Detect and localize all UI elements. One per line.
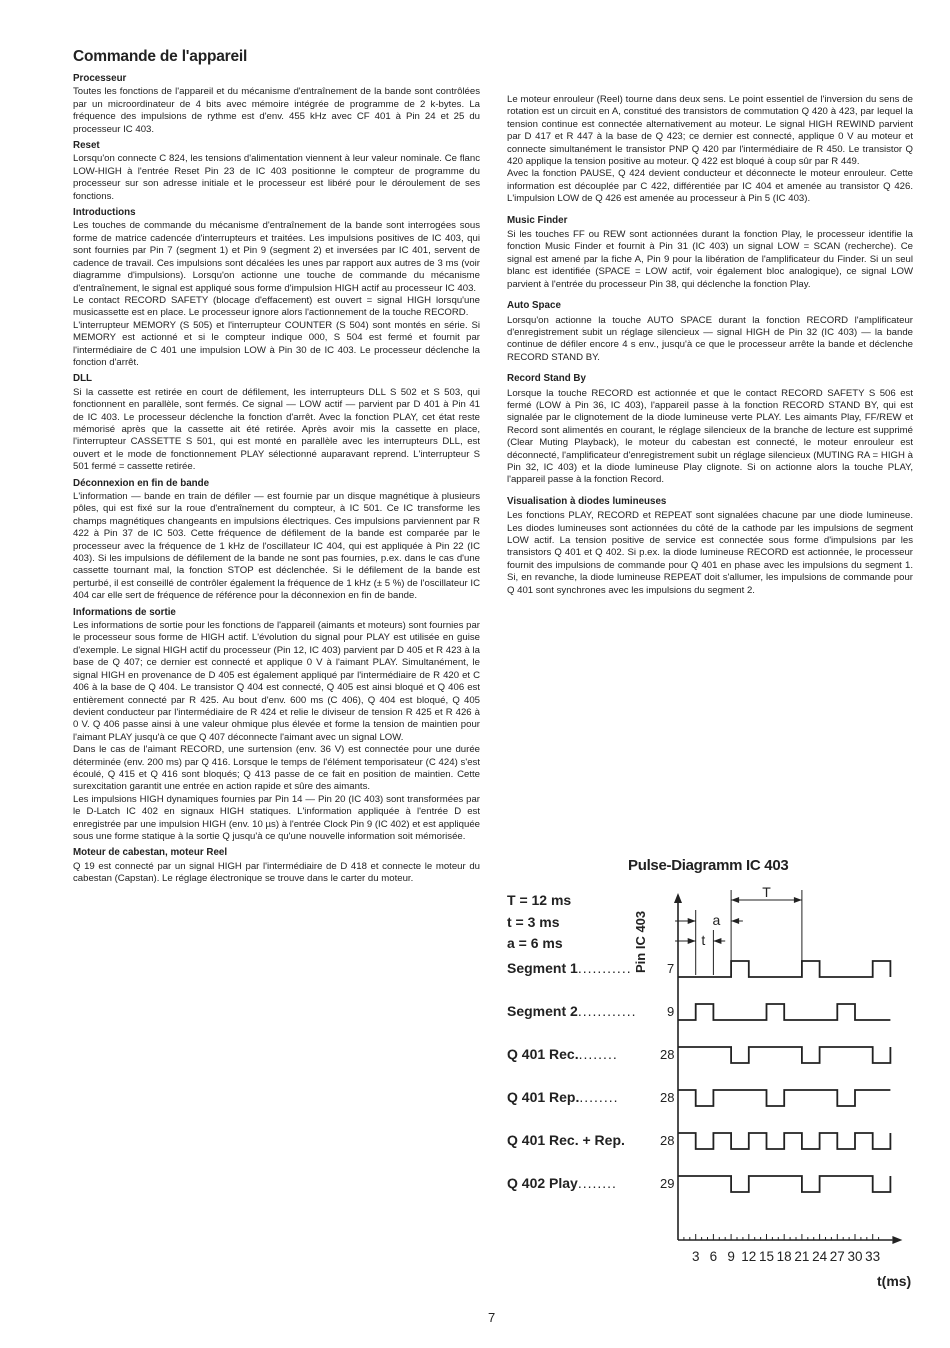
dim-arrowhead	[731, 918, 739, 924]
param-a: a = 6 ms	[507, 935, 563, 951]
leader-dots: ........	[577, 1175, 617, 1191]
time-tick-label: 3	[691, 1249, 700, 1264]
section	[73, 607, 480, 844]
section	[507, 215, 913, 291]
section-heading: Reset	[73, 140, 100, 152]
time-tick-label: 18	[776, 1249, 792, 1264]
paragraph: Q 19 est connecté par un signal HIGH par l'intermédiaire de D 418 et connecte le moteur du cabestan (Capstan). Le réglage électronique se trouve dans le carter du moteur.	[73, 860, 480, 885]
section-heading: Auto Space	[507, 300, 561, 312]
signal-pin: 9	[667, 1004, 675, 1019]
signal-trace	[678, 1004, 890, 1020]
dim-arrowhead	[688, 918, 696, 924]
signal-pin: 7	[667, 961, 675, 976]
time-tick-label: 9	[727, 1249, 735, 1264]
section-heading: Moteur de cabestan, moteur Reel	[73, 847, 228, 859]
axis-arrow-up	[674, 893, 682, 903]
signal-name: Q 401 Rep.	[507, 1089, 580, 1105]
paragraph: L'interrupteur MEMORY (S 505) et l'interrupteur COUNTER (S 504) sont montés en série. Si MEMORY est actionné et si le compteur indique 000, S 504 est fermé et fournit par l'intermédiaire de C 401 une impulsion LOW à Pin 30 de IC 403. Le processeur déclenche la fonction d'arrêt.	[73, 319, 480, 368]
time-tick-label: 12	[741, 1249, 757, 1264]
signal-name: Segment 2	[507, 1003, 578, 1019]
section	[507, 496, 913, 597]
paragraph: Les fonctions PLAY, RECORD et REPEAT sont signalées chacune par une diode lumineuse. Les diodes lumineuses sont actionnées du côté de la cathode par les impulsions de segment LOW actif. La tension positive de service est connectée sous forme d'impulsions par les transistors Q 401 et Q 402. Si p.ex. la diode lumineuse RECORD est actionnée, le processeur fournit des impulsions de commande pour Q 401 en phase avec les impulsions du segment 1. Si, en revanche, la diode lumineuse REPEAT doit s'allumer, les impulsions de commande pour Q 401 sont synchrones avec les impulsions du segment 2.	[507, 510, 913, 596]
page-title: Commande de l'appareil	[73, 48, 248, 65]
right-column	[507, 94, 913, 606]
section-heading: Processeur	[73, 73, 127, 84]
pulse-traces	[505, 855, 925, 1295]
pin-axis-label: Pin IC 403	[633, 910, 648, 973]
paragraph: Si la cassette est retirée en court de défilement, les interrupteurs DLL S 502 et S 503, qui fonctionnent en parallèle, sont fermés. Ce signal — LOW actif — parvient par D 401 à Pin 41 de IC 403. Le processeur déclenche la fonction d'arrêt. Avec la fonction PLAY, cet état reste mémorisé après que la cassette ait été retirée. Après avoir mis la cassette en place, l'interrupteur CASSETTE S 501, qui est monté en parallèle avec les interrupteurs DLL, est ouvert et le mode de fonctionnement PLAY sélectionné auparavant reprend. L'interrupteur S 501 fermé = cassette retirée.	[73, 386, 480, 473]
section-heading: Introductions	[73, 207, 136, 219]
paragraph: Avec la fonction PAUSE, Q 424 devient conducteur et déconnecte le moteur enrouleur. Cette information est découplée par C 422, différentiée par IC 404 et amenée au transistor Q 426. L'impulsion LOW de Q 426 est amenée au processeur à Pin 5 (IC 403).	[507, 168, 913, 205]
pulse-diagram	[505, 855, 925, 1295]
paragraph: Lorsqu'on actionne la touche AUTO SPACE durant la fonction RECORD l'amplificateur d'enregistrement subit un réglage silencieux — signal HIGH de Pin 32 (IC 403) — la bande continue de défiler encore 4 s env., jusqu'à ce que le processeur arrête la bande et déclenche RECORD STAND BY.	[507, 314, 913, 363]
signal-name: Q 401 Rec. + Rep.	[507, 1132, 625, 1148]
section	[73, 140, 480, 203]
signal-trace	[678, 1047, 890, 1063]
time-axis-unit: t(ms)	[877, 1273, 912, 1289]
time-tick-label: 15	[758, 1249, 775, 1264]
signal-name: Q 401 Rec.	[507, 1046, 579, 1062]
section	[73, 373, 480, 473]
dim-arrowhead	[794, 897, 802, 903]
dim-t-label: t	[701, 932, 706, 948]
signal-pin: 29	[660, 1176, 675, 1191]
signal-pin: 28	[660, 1047, 675, 1062]
dim-arrowhead	[713, 938, 721, 944]
paragraph: Les informations de sortie pour les fonctions de l'appareil (aimants et moteurs) sont fournies par le processeur sous forme de HIGH actif. L'évolution du signal pour PLAY est utilisée en guise d'exemple. Le signal HIGH actif du processeur (Pin 12, IC 403) parvient par D 405 et R 423 à la base de Q 407; ce dernier est connecté et applique 0 V à l'aimant PLAY. Simultanément, le signal HIGH en provenance de D 405 est également appliqué par l'intermédiaire de R 420 et C 406 à la base de Q 404. Le transistor Q 404 est connecté, Q 405 est ainsi bloqué et Q 406 est entièrement connecté par R 425. Au bout d'env. 600 ms (C 406), Q 404 est bloqué, Q 405 devient conducteur par l'intermédiaire de R 424 et relie le diviseur de tension R 425 et R 426 à 0 V. Q 406 passe ainsi à une valeur ohmique plus élevée et forme la tension de maintien pour l'aimant PLAY jusqu'à ce que Q 407 déconnecte l'aimant avec un signal LOW.	[73, 620, 480, 743]
param-T: T = 12 ms	[507, 892, 572, 908]
right-sections	[507, 94, 913, 597]
page-number: 7	[488, 1310, 496, 1325]
signal-label	[507, 960, 632, 976]
leader-dots: ............	[577, 1003, 637, 1019]
signal-name: Segment 1	[507, 960, 578, 976]
signal-label	[507, 1046, 618, 1062]
paragraph: Le contact RECORD SAFETY (blocage d'effacement) est ouvert = signal HIGH lorsqu'une musicassette est en place. Le processeur ignore alors l'actionnement de la touche RECORD.	[73, 294, 480, 319]
dim-T-label: T	[762, 884, 771, 900]
section	[507, 300, 913, 364]
dim-arrowhead	[688, 938, 696, 944]
left-column	[73, 48, 480, 890]
paragraph: Si les touches FF ou REW sont actionnées durant la fonction Play, le processeur identifie la fonction Music Finder et fournit à Pin 31 (IC 403) un signal LOW = SCAN (recherche). Ce signal est amené par la fiche A, Pin 9 pour la libération de l'amplificateur du Finder. Si un seul blanc est identifiée (SPACE = LOW actif, voir également bloc analogique), ce signal LOW parvient à l'entrée du processeur Pin 38, qui déclenche la fonction Play.	[507, 229, 913, 290]
signal-trace	[678, 1176, 890, 1192]
paragraph: Les impulsions HIGH dynamiques fournies par Pin 14 — Pin 20 (IC 403) sont transformées par le D-Latch IC 402 en signaux HIGH statiques. L'information appliquée à l'entrée D est enregistrée par une impulsion HIGH (env. 10 µs) à l'entrée Clock Pin 9 (IC 402) et est appliquée sous une forme statique à la sortie Q jusqu'à ce qu'une nouvelle information soit mémorisée.	[73, 793, 480, 842]
signal-trace	[678, 961, 890, 977]
signal-label	[507, 1132, 625, 1148]
section	[507, 373, 913, 487]
axis-arrow-right	[892, 1236, 902, 1244]
signal-trace	[678, 1090, 890, 1106]
signal-name: Q 402 Play	[507, 1175, 578, 1191]
section-heading: Informations de sortie	[73, 606, 176, 618]
section-heading: Visualisation à diodes lumineuses	[507, 495, 667, 507]
dim-arrowhead	[731, 897, 739, 903]
section	[507, 94, 913, 206]
leader-dots: ........	[579, 1089, 619, 1105]
param-t: t = 3 ms	[507, 914, 560, 930]
time-tick-label: 21	[794, 1249, 810, 1264]
time-tick-label: 30	[847, 1249, 863, 1264]
signal-pin: 28	[660, 1090, 675, 1105]
section	[73, 73, 480, 136]
time-tick-label: 24	[812, 1249, 828, 1264]
time-tick-label: 27	[829, 1249, 845, 1264]
time-tick-label: 6	[709, 1249, 718, 1264]
section-heading: DLL	[73, 373, 93, 385]
paragraph: Lorsqu'on connecte C 824, les tensions d'alimentation viennent à leur valeur nominale. Ce flanc LOW-HIGH à l'entrée Reset Pin 23 de IC 403 positionne le compteur de programme du processeur sur son adresse initiale et le processeur est libéré pour le déroulement de ses fonctions.	[73, 153, 480, 202]
leader-dots: ........	[578, 1046, 618, 1062]
leader-dots: ...........	[577, 960, 632, 976]
section	[73, 478, 480, 603]
signal-label	[507, 1003, 637, 1019]
signal-pin: 28	[660, 1133, 675, 1148]
section	[73, 207, 480, 369]
paragraph: Lorsque la touche RECORD est actionnée et que le contact RECORD SAFETY S 506 est fermé (LOW à Pin 36, IC 403), l'appareil passe à la fonction RECORD STAND BY, qui est signalée par le clignotement de la diode lumineuse verte PLAY. Les aimants Play, FF/REW et Record sont alimentés en courant, le réglage silencieux de la branche de lecture est supprimé (Clear Muting Playback), le moteur du cabestan est connecté, le moteur enrouleur est déconnecté, l'amplificateur d'enregistrement subit un réglage silencieux (MUTING RA = HIGH à Pin 32, IC 403) et la diode lumineuse Play clignote. Si on actionne alors la touche PLAY, l'appareil passe à la fonction Record.	[507, 387, 913, 486]
time-tick-label: 33	[865, 1249, 881, 1264]
paragraph: Dans le cas de l'aimant RECORD, une surtension (env. 36 V) est connectée pour une durée déterminée (env. 200 ms) par Q 416. Lorsque le temps de l'élément temporisateur (C 424) s'est écoulé, Q 415 et Q 416 sont bloqués; Q 413 passe de ce fait en position de maintien. Cette surexcitation garantit une entrée en action rapide et sûre des aimants.	[73, 744, 480, 793]
dim-a-label: a	[712, 912, 721, 928]
section-heading: Record Stand By	[507, 373, 586, 385]
section-heading: Déconnexion en fin de bande	[73, 477, 210, 489]
signal-label	[507, 1089, 619, 1105]
paragraph: L'information — bande en train de défiler — est fournie par un disque magnétique à plusieurs pôles, qui est fixé sur la roue d'entraînement du compteur, à IC 501. Ce IC transforme les champs magnétiques changeants en impulsions électriques. Ces impulsions parviennent par R 422 à Pin 37 de IC 503. Cette fréquence de défilement de la bande est comparée par le processeur avec la fréquence de 1 kHz de l'oscillateur IC 404, qui est appliquée à Pin 22 (IC 403). Si les impulsions de défilement de la bande ne sont pas fournies, p.ex. dans le cas d'une cassette tournant mal, la fonction STOP est déclenchée. Si le défilement de la bande est perturbé, il est conseillé de contrôler également la fréquence de 1 kHz (± 5 %) de l'oscillateur IC 404 car elle sert de fréquence de référence pour la déconnexion en fin de bande.	[73, 491, 480, 602]
paragraph: Toutes les fonctions de l'appareil et du mécanisme d'entraînement de la bande sont contrôlées par un microordinateur de 4 bits avec mémoire intégrée de programme de 2 k-bytes. La fréquence des impulsions de rythme est d'env. 455 kHz avec CF 401 à Pin 24 et 25 du processeur IC 403.	[73, 86, 480, 135]
signal-trace	[678, 1133, 890, 1149]
left-sections	[73, 73, 480, 886]
diagram-title: Pulse-Diagramm IC 403	[628, 857, 789, 874]
signal-label	[507, 1175, 617, 1191]
paragraph: Le moteur enrouleur (Reel) tourne dans deux sens. Le point essentiel de l'inversion du sens de rotation est un circuit en A, constitué des transistors de commutation Q 420 à 423, par lequel la tension continue est connectée alternativement au moteur. Le signal HIGH REWIND parvient par D 417 et R 447 à la base de Q 423; ce dernier est connecté, applique 0 V au moteur et connecte simultanément le transistor PNP Q 420 par l'intermédiaire de R 450. Le transistor Q 420 applique la tension positive au moteur. Q 422 est bloqué à coup sûr par R 449.	[507, 94, 913, 168]
paragraph: Les touches de commande du mécanisme d'entraînement de la bande sont interrogées sous forme de matrice cadencée d'interrupteurs et traitées. Les impulsions positives de IC 403, qui sont fournies par Pin 7 (segment 1) et Pin 9 (segment 2) et inversées par IC 401, servent de cadence de travail. Ces impulsions sont décalées les unes par rapport aux autres de 3 ms (voir diagramme d'impulsions). Lorsqu'on actionne une touche de commande du mécanisme d'entraînement, le signal est appliqué sous forme d'impulsion HIGH actif au processeur IC 403.	[73, 220, 480, 294]
section-heading: Music Finder	[507, 214, 568, 226]
section	[73, 847, 480, 885]
